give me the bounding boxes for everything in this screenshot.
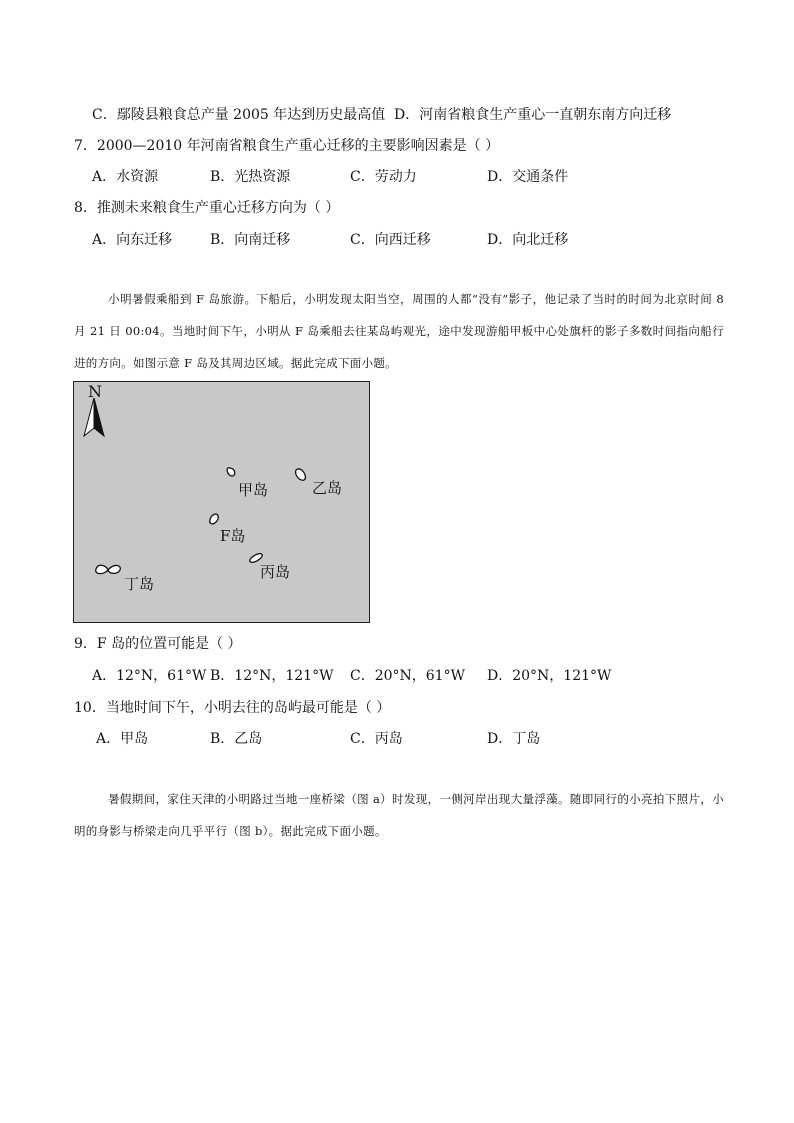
q10-option-a: A．甲岛 <box>96 731 149 747</box>
passage-tianjin-bridge-text: 暑假期间，家住天津的小明路过当地一座桥梁（图 a）时发现，一侧河岸出现大量浮藻。随即同行的小亮拍下照片，小明的身影与桥梁走向几乎平行（图 b）。据此完成下面小题。 <box>74 792 724 838</box>
bing-island-label: 丙岛 <box>260 563 291 581</box>
q8-option-c: C．向西迁移 <box>350 232 431 248</box>
f-island-label: F岛 <box>220 527 246 545</box>
f-island-map <box>73 381 370 623</box>
q9-stem: 9．F 岛的位置可能是（ ） <box>74 636 242 652</box>
q10-option-b: B．乙岛 <box>210 731 263 747</box>
q8-option-d: D．向北迁移 <box>487 232 569 248</box>
q7-option-a: A．水资源 <box>92 169 159 185</box>
ding-island-label: 丁岛 <box>124 575 155 593</box>
q8-stem: 8．推测未来粮食生产重心迁移方向为（ ） <box>74 200 340 216</box>
q7-stem: 7．2000—2010 年河南省粮食生产重心迁移的主要影响因素是（ ） <box>74 138 500 154</box>
q10-option-c: C．丙岛 <box>350 731 403 747</box>
q7-option-b: B．光热资源 <box>210 169 291 185</box>
q7-option-d: D．交通条件 <box>487 169 569 185</box>
map-drawing <box>74 382 369 622</box>
q8-option-a: A．向东迁移 <box>92 232 173 248</box>
q6-option-d: D．河南省粮食生产重心一直朝东南方向迁移 <box>394 107 672 123</box>
yi-island-shape <box>296 469 306 480</box>
q8-option-b: B．向南迁移 <box>210 232 291 248</box>
north-label: N <box>88 382 102 401</box>
yi-island-label: 乙岛 <box>312 479 343 497</box>
q9-option-d: D．20°N，121°W <box>487 668 612 684</box>
q9-option-a: A．12°N，61°W <box>92 668 207 684</box>
ding-island-shape <box>96 565 121 573</box>
q10-stem: 10．当地时间下午，小明去往的岛屿最可能是（ ） <box>74 700 391 716</box>
jia-island-label: 甲岛 <box>238 481 269 499</box>
f-island-shape <box>208 512 220 525</box>
passage-tianjin-bridge <box>74 783 724 847</box>
passage-f-island-text: 小明暑假乘船到 F 岛旅游。下船后，小明发现太阳当空，周围的人都“没有”影子，他记录了当时的时间为北京时间 8 月 21 日 00:04。当地时间下午，小明从 F 岛乘船去往某岛屿观光，途中发现游船甲板中心处旗杆的影子多数时间指向船行进的方向。如图示意 F 岛及其周边区域。据此完成下面小题。 <box>74 292 724 370</box>
passage-f-island <box>74 283 724 379</box>
q9-option-b: B．12°N，121°W <box>210 668 334 684</box>
north-arrow-icon <box>84 398 94 436</box>
q10-option-d: D．丁岛 <box>487 731 541 747</box>
q7-option-c: C．劳动力 <box>350 169 417 185</box>
jia-island-shape <box>227 468 235 476</box>
q6-option-c: C．鄢陵县粮食总产量 2005 年达到历史最高值 <box>92 107 386 123</box>
q9-option-c: C．20°N，61°W <box>350 668 465 684</box>
